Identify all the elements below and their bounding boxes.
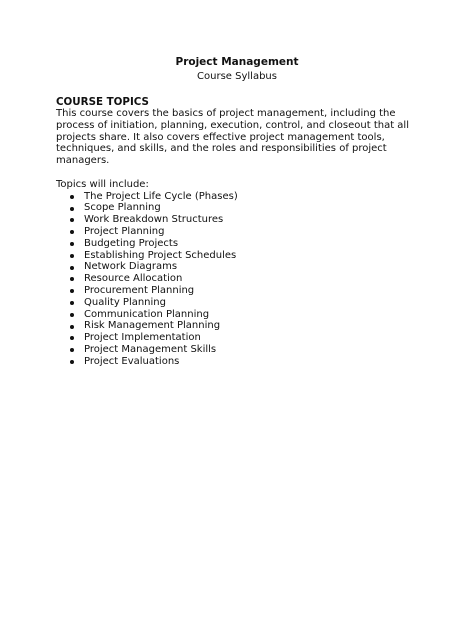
list-item	[84, 344, 420, 356]
list-item	[84, 238, 420, 250]
list-item	[84, 273, 420, 285]
topics-list	[56, 191, 420, 368]
bullet-icon	[70, 360, 74, 364]
topic-label: Project Evaluations	[84, 355, 180, 367]
list-item	[84, 226, 420, 238]
list-item	[84, 309, 420, 321]
topic-label: Risk Management Planning	[84, 320, 221, 332]
intro-paragraph: This course covers the basics of project management, including the process of initiation, planning, execution, control, and closeout that all projects share. It also covers effective project management tools, techniques, and skills, and the roles and responsibilities of project managers.	[56, 108, 409, 167]
bullet-icon	[70, 207, 74, 211]
document-subtitle: Course Syllabus	[197, 71, 277, 82]
topic-label: Project Planning	[84, 225, 165, 237]
bullet-icon	[70, 230, 74, 234]
topic-label: Establishing Project Schedules	[84, 249, 237, 261]
document-title: Project Management	[175, 56, 299, 68]
list-item	[84, 261, 420, 273]
bullet-icon	[70, 325, 74, 329]
topic-label: Quality Planning	[84, 296, 166, 308]
topic-label: Work Breakdown Structures	[84, 214, 224, 226]
list-item	[84, 332, 420, 344]
bullet-icon	[70, 242, 74, 246]
topic-label: Network Diagrams	[84, 261, 178, 273]
topic-label: Communication Planning	[84, 308, 210, 320]
topic-label: Resource Allocation	[84, 273, 183, 285]
bullet-icon	[70, 266, 74, 270]
topic-label: Procurement Planning	[84, 284, 195, 296]
list-item	[84, 191, 420, 203]
topic-label: Scope Planning	[84, 202, 161, 214]
bullet-icon	[70, 277, 74, 281]
topic-label: Project Implementation	[84, 332, 201, 344]
list-item	[84, 202, 420, 214]
bullet-icon	[70, 336, 74, 340]
list-item	[84, 214, 420, 226]
list-item	[84, 285, 420, 297]
list-item	[84, 297, 420, 309]
bullet-icon	[70, 313, 74, 317]
list-item	[84, 250, 420, 262]
bullet-icon	[70, 348, 74, 352]
bullet-icon	[70, 254, 74, 258]
topics-intro: Topics will include:	[56, 178, 149, 190]
bullet-icon	[70, 195, 74, 199]
bullet-icon	[70, 301, 74, 305]
section-heading: COURSE TOPICS	[56, 96, 149, 108]
bullet-icon	[70, 289, 74, 293]
bullet-icon	[70, 218, 74, 222]
topic-label: Budgeting Projects	[84, 237, 179, 249]
list-item	[84, 356, 420, 368]
topic-label: Project Management Skills	[84, 343, 217, 355]
course-topics-section	[56, 96, 420, 368]
topic-label: The Project Life Cycle (Phases)	[84, 190, 238, 202]
list-item	[84, 320, 420, 332]
